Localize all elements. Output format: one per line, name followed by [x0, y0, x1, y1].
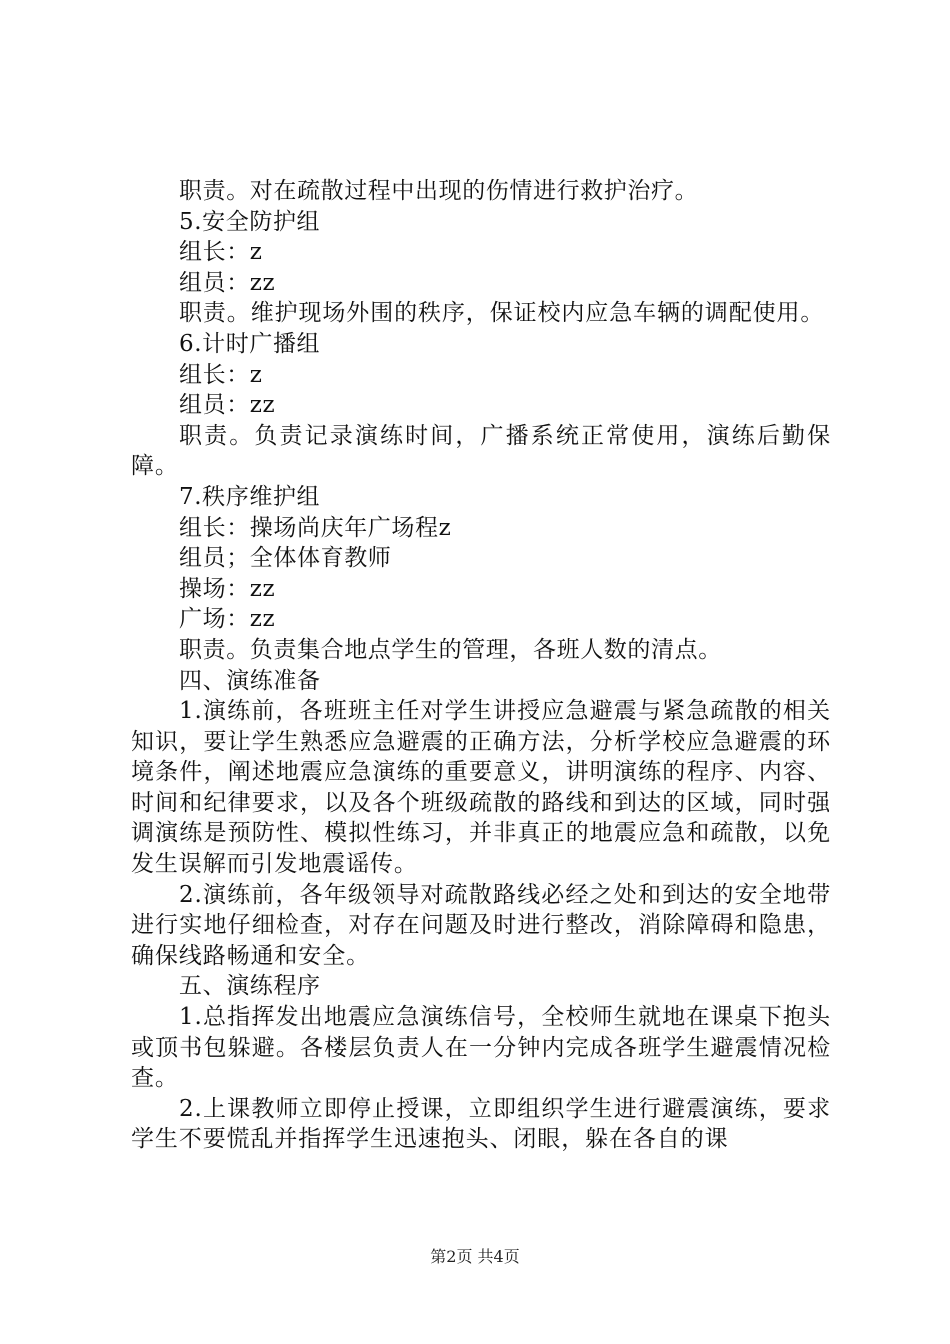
paragraph: 2.上课教师立即停止授课，立即组织学生进行避震演练，要求学生不要慌乱并指挥学生迅速抱头、闭眼，躲在各自的课 — [131, 1095, 831, 1153]
text-line: 组员：zz — [179, 269, 276, 296]
text-line: 组长：z — [179, 361, 263, 388]
text-line: 广场：zz — [179, 606, 276, 633]
section-heading: 5.安全防护组 — [179, 208, 321, 235]
paragraph: 2.演练前，各年级领导对疏散路线必经之处和到达的安全地带进行实地仔细检查，对存在问题及时进行整改，消除障碍和隐患，确保线路畅通和安全。 — [131, 881, 831, 969]
text-line: 组员：zz — [179, 392, 276, 419]
text-line: 组员；全体体育教师 — [179, 545, 392, 572]
section-heading: 7.秩序维护组 — [179, 483, 321, 510]
text-line: 职责。对在疏散过程中出现的伤情进行救护治疗。 — [179, 178, 699, 204]
section-heading: 四、演练准备 — [179, 667, 321, 694]
paragraph: 职责。维护现场外围的秩序，保证校内应急车辆的调配使用。 — [179, 300, 825, 327]
text-line: 职责。负责集合地点学生的管理，各班人数的清点。 — [179, 636, 722, 663]
section-heading: 6.计时广播组 — [179, 330, 321, 357]
paragraph: 1.总指挥发出地震应急演练信号，全校师生就地在课桌下抱头或顶书包躲避。各楼层负责人在一分钟内完成各班学生避震情况检查。 — [131, 1004, 831, 1092]
page-footer: 第2页 共4页 — [430, 1247, 520, 1266]
text-line: 组长：操场尚庆年广场程z — [179, 514, 452, 541]
section-heading: 五、演练程序 — [179, 973, 321, 1000]
text-line: 操场：zz — [179, 575, 276, 602]
text-line: 组长：z — [179, 239, 263, 266]
paragraph: 1.演练前，各班班主任对学生讲授应急避震与紧急疏散的相关知识，要让学生熟悉应急避震的正确方法，分析学校应急避震的环境条件，阐述地震应急演练的重要意义，讲明演练的程序、内容、时间和纪律要求，以及各个班级疏散的路线和到达的区域，同时强调演练是预防性、模拟性练习，并非真正的地震应急和疏散，以免发生误解而引发地震谣传。 — [131, 698, 831, 878]
document-body — [131, 176, 831, 1155]
paragraph: 职责。负责记录演练时间，广播系统正常使用，演练后勤保障。 — [131, 422, 831, 480]
